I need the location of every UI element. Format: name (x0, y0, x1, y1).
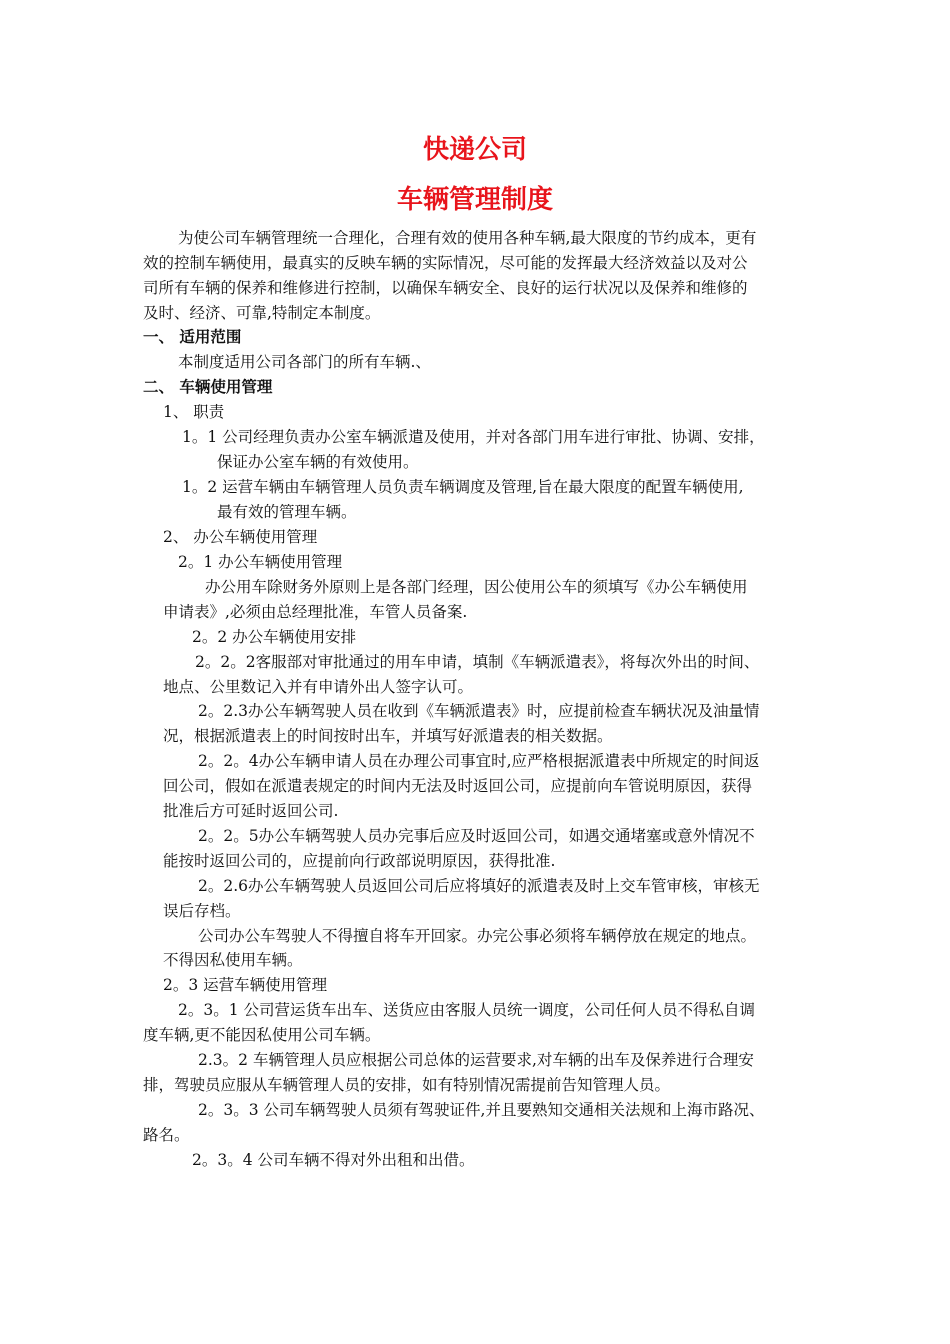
clause-heading: 2。2 办公车辆使用安排 (192, 628, 357, 646)
paragraph-line: 批准后方可延时返回公司. (163, 802, 339, 820)
paragraph-line: 1。2 运营车辆由车辆管理人员负责车辆调度及管理,旨在最大限度的配置车辆使用, (182, 478, 744, 496)
intro-line: 及时、经济、可靠,特制定本制度。 (143, 304, 381, 322)
paragraph-line: 2。2。5办公车辆驾驶人员办完事后应及时返回公司，如遇交通堵塞或意外情况不 (198, 827, 755, 845)
paragraph-line: 保证办公室车辆的有效使用。 (217, 453, 419, 471)
paragraph-line: 2。2。4办公车辆申请人员在办理公司事宜时,应严格根据派遣表中所规定的时间返 (198, 752, 760, 770)
clause-heading: 2。1 办公车辆使用管理 (178, 553, 343, 571)
paragraph-line: 排，驾驶员应服从车辆管理人员的安排，如有特别情况需提前告知管理人员。 (143, 1076, 671, 1094)
paragraph-line: 回公司，假如在派遣表规定的时间内无法及时返回公司，应提前向车管说明原因，获得 (163, 777, 753, 795)
subsection-heading: 2、 办公车辆使用管理 (163, 528, 318, 546)
paragraph-line: 申请表》,必须由总经理批准，车管人员备案. (163, 603, 468, 621)
section-body: 本制度适用公司各部门的所有车辆.、 (178, 353, 431, 371)
paragraph-line: 度车辆,更不能因私使用公司车辆。 (143, 1026, 381, 1044)
paragraph-line: 2.3。2 车辆管理人员应根据公司总体的运营要求,对车辆的出车及保养进行合理安 (198, 1051, 754, 1069)
paragraph-line: 2。2.6办公车辆驾驶人员返回公司后应将填好的派遣表及时上交车管审核，审核无 (198, 877, 760, 895)
paragraph-line: 2。2。2客服部对审批通过的用车申请，填制《车辆派遣表》，将每次外出的时间、 (195, 653, 760, 671)
paragraph-line: 路名。 (143, 1126, 190, 1144)
paragraph-line: 误后存档。 (163, 902, 241, 920)
intro-line: 司所有车辆的保养和维修进行控制，以确保车辆安全、良好的运行状况以及保养和维修的 (143, 279, 748, 297)
paragraph-line: 地点、公里数记入并有申请外出人签字认可。 (163, 678, 474, 696)
section-heading: 二、 车辆使用管理 (143, 378, 273, 396)
paragraph-line: 况，根据派遣表上的时间按时出车，并填写好派遣表的相关数据。 (163, 727, 613, 745)
paragraph-line: 2。3。1 公司营运货车出车、送货应由客服人员统一调度，公司任何人员不得私自调 (178, 1001, 756, 1019)
company-title: 快递公司 (422, 135, 527, 165)
paragraph-line: 2。2.3办公车辆驾驶人员在收到《车辆派遣表》时，应提前检查车辆状况及油量情 (198, 702, 760, 720)
intro-line: 效的控制车辆使用，最真实的反映车辆的实际情况，尽可能的发挥最大经济效益以及对公 (143, 254, 748, 272)
intro-line: 为使公司车辆管理统一合理化，合理有效的使用各种车辆,最大限度的节约成本，更有 (178, 229, 757, 247)
paragraph-line: 公司办公车驾驶人不得擅自将车开回家。办完公事必须将车辆停放在规定的地点。 (198, 927, 757, 945)
document-title: 车辆管理制度 (396, 185, 553, 215)
paragraph-line: 能按时返回公司的，应提前向行政部说明原因，获得批准. (163, 852, 556, 870)
subsection-heading: 1、 职责 (163, 403, 225, 421)
paragraph-line: 不得因私使用车辆。 (163, 951, 303, 969)
paragraph-line: 最有效的管理车辆。 (217, 503, 357, 521)
section-heading: 一、 适用范围 (143, 328, 242, 346)
paragraph-line: 2。3。4 公司车辆不得对外出租和出借。 (192, 1151, 475, 1169)
paragraph-line: 2。3。3 公司车辆驾驶人员须有驾驶证件,并且要熟知交通相关法规和上海市路况、 (198, 1101, 765, 1119)
paragraph-line: 办公用车除财务外原则上是各部门经理，因公使用公车的须填写《办公车辆使用 (205, 578, 748, 596)
paragraph-line: 1。1 公司经理负责办公室车辆派遣及使用，并对各部门用车进行审批、协调、安排， (182, 428, 765, 446)
clause-heading: 2。3 运营车辆使用管理 (163, 976, 328, 994)
